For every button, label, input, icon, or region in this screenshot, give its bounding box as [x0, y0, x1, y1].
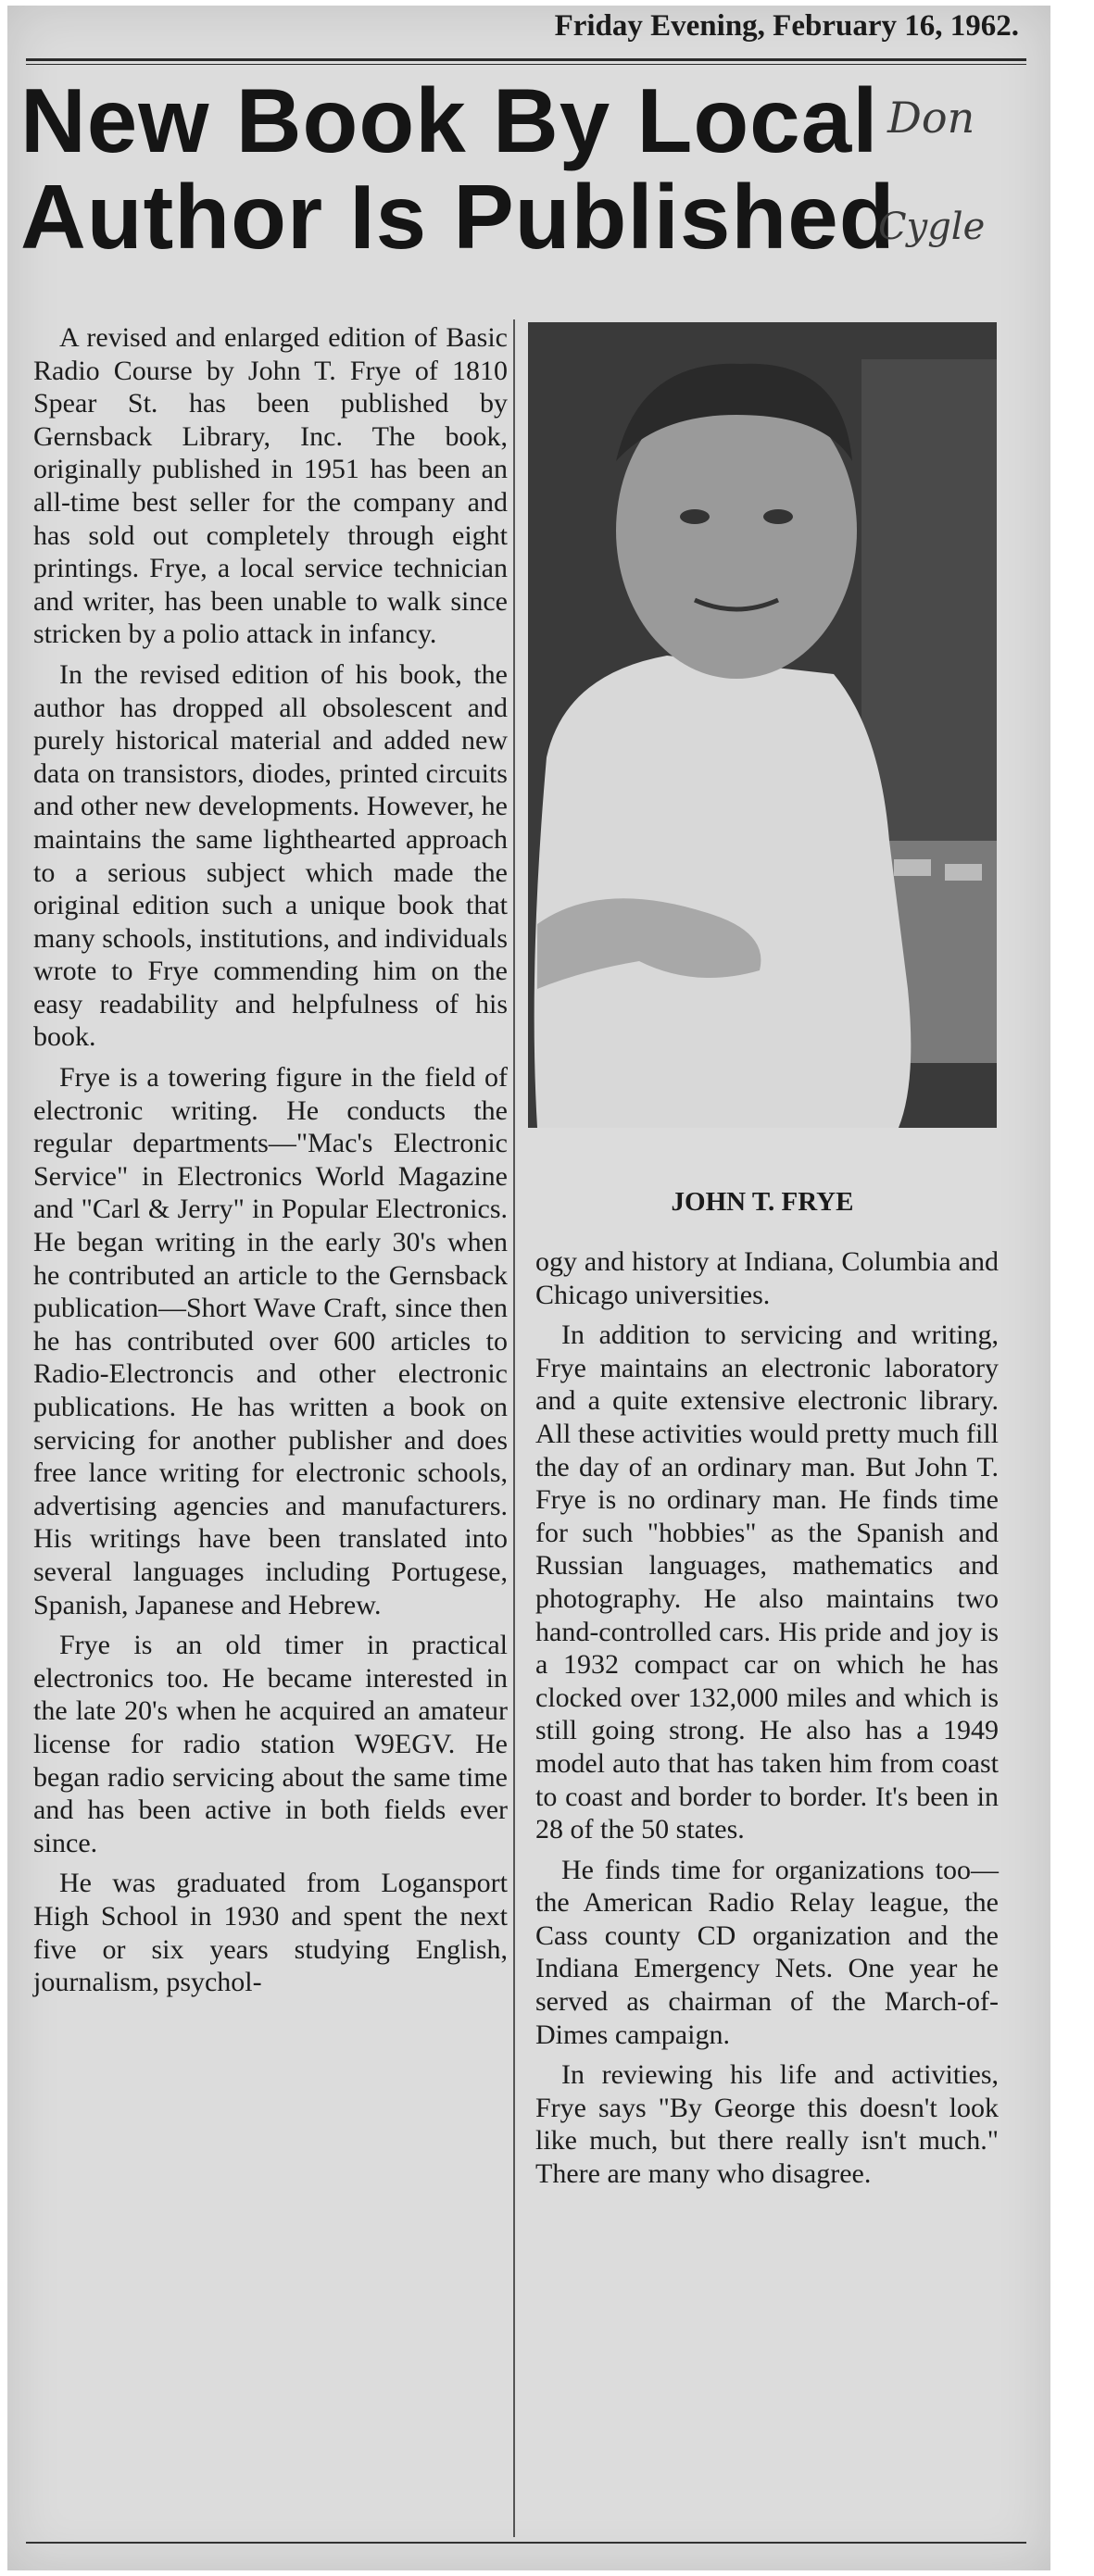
headline	[20, 69, 947, 268]
paragraph: In addition to servicing and writing, Frye maintains an electronic laboratory and a quite extensive electronic library. All these activities would pretty much fill the day of an ordinary man. But John T. Frye is no ordinary man. He finds time for such "hobbies" as the Spanish and Russian languages, mathematics and photography. He also maintains two hand-controlled cars. His pride and joy is a 1932 compact car on which he has clocked over 132,000 miles and which is still going strong. He also has a 1949 model auto that has taken him from coast to coast and border to border. It's been in 28 of the 50 states.	[535, 1319, 999, 1845]
column-divider	[513, 319, 515, 2537]
headline-line-1: New Book By Local	[20, 69, 879, 171]
top-rule	[26, 58, 1026, 61]
paragraph: In reviewing his life and activities, Frye says "By George this doesn't look like much, but there really isn't much." There are many who disagree.	[535, 2059, 999, 2190]
paragraph: He was graduated from Logansport High School in 1930 and spent the next five or six years studying English, journalism, psychol-	[33, 1868, 508, 1998]
author-photo	[528, 322, 997, 1128]
handwritten-note-1: Don	[887, 93, 975, 143]
handwritten-note-2: Cygle	[878, 206, 986, 248]
bottom-rule	[26, 2542, 1026, 2544]
headline-line-2: Author Is Published	[20, 166, 896, 268]
top-rule-thin	[26, 64, 1026, 65]
left-column	[33, 321, 508, 1999]
right-column	[535, 1245, 999, 2191]
dateline: Friday Evening, February 16, 1962.	[554, 9, 1019, 43]
paragraph: He finds time for organizations too—the American Radio Relay league, the Cass county CD organization and the Indiana Emergency Nets. One year he served as chairman of the March-of-Dimes campaign.	[535, 1854, 999, 2050]
paragraph: A revised and enlarged edition of Basic Radio Course by John T. Frye of 1810 Spear St. has been published by Gernsback Library, Inc. The book, originally published in 1951 has been an all-time best seller for the company and has sold out completely through eight printings. Frye, a local service technician and writer, has been unable to walk since stricken by a polio attack in infancy.	[33, 322, 508, 650]
paragraph: In the revised edition of his book, the author has dropped all obsolescent and purely historical material and added new data on transistors, diodes, printed circuits and other new developments. However, he maintains the same lighthearted approach to a serious subject which made the original edition such a unique book that many schools, institutions, and individuals wrote to Frye commending him on the easy readability and helpfulness of his book.	[33, 658, 508, 1053]
photo-caption: JOHN T. FRYE	[671, 1187, 854, 1217]
paragraph: Frye is an old timer in practical electronics too. He became interested in the late 20's when he acquired an amateur license for radio station W9EGV. He began radio servicing about the same time and has been active in both fields ever since.	[33, 1630, 508, 1858]
author-photo-image	[528, 322, 997, 1128]
paragraph: ogy and history at Indiana, Columbia and Chicago universities.	[535, 1246, 999, 1310]
paragraph: Frye is a towering figure in the field of electronic writing. He conducts the regular departments—"Mac's Electronic Service" in Electronics World Magazine and "Carl & Jerry" in Popular Electronics. He began writing in the early 30's when he contributed an article to the Gernsback publication—Short Wave Craft, since then he has contributed over 600 articles to Radio-Electroncis and other electronic publications. He has written a book on servicing for another publisher and does free lance writing for electronic schools, advertising agencies and manufacturers. His writings have been translated into several languages including Portugese, Spanish, Japanese and Hebrew.	[33, 1062, 508, 1620]
